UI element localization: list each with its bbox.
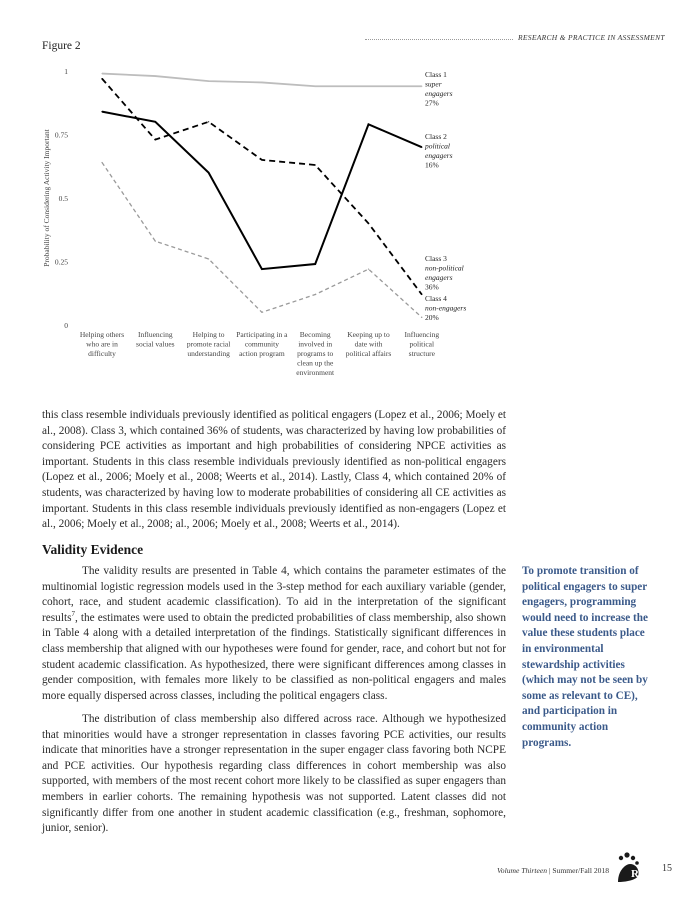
- x-category-label: Influencing political structure: [404, 330, 440, 358]
- series-line-class-1: [102, 74, 422, 87]
- data-point: [315, 294, 316, 295]
- data-point: [368, 223, 369, 224]
- body-paragraph-2: [42, 564, 506, 704]
- rpa-logo-icon: [612, 852, 658, 888]
- x-category-label: Helping to promote racial understanding: [186, 330, 231, 358]
- data-point: [368, 269, 369, 270]
- data-point: [101, 78, 102, 79]
- data-point: [421, 294, 422, 295]
- footnote-marker: 7: [71, 610, 75, 619]
- data-point: [368, 124, 369, 125]
- legend-class-label: non-political: [425, 263, 464, 273]
- data-point: [208, 121, 209, 122]
- paragraph-1-text: this class resemble individuals previously identified as political engagers (Lopez et al., 2006; Moely et al., 2008). Class 3, which contained 36% of students, was characterized by having low probabilities of considering PCE activities as important and high probabilities of considering NPCE activities as important. Students in this class resemble individuals previously identified as non-political engagers (Lopez et al., 2006; Moely et al., 2008; Weerts et al., 2014). Lastly, Class 4, which contained 20% of students, was characterized by having low to moderate probabilities of considering all CE activities as important. Students in this class resemble individuals previously identified as non-engagers (Lopez et al., 2006; Moely et al., 2008; al., 2006; Moely et al., 2008; Weerts et al., 2014).: [42, 409, 506, 531]
- y-tick-label: 0.5: [58, 194, 68, 203]
- data-point: [261, 312, 262, 313]
- paragraph-3-text: The distribution of class membership also differed across race. Although we hypothesized that minorities would have a stronger representation in classes favoring PCE activities, our results indicate that minorities have a stronger representation in the super engager class favoring both NCPE and PCE activities. Our hypothesis regarding class differences in cohort membership was also supported, with members of the most recent cohort more likely to be classified as super engagers than members in earlier cohorts. The remaining hypothesis was not supported. Latent classes did not significantly differ from one another in student academic classification (e.g., freshman, sophomore, junior, senior).: [42, 713, 506, 835]
- x-category-label: Becoming involved in programs to clean up the environment: [296, 330, 335, 377]
- paragraph-2-text: [42, 564, 506, 704]
- legend-class-name: Class 4: [425, 294, 447, 303]
- paragraph-2-part-b: , the estimates were used to obtain the predicted probabilities of class membership, also shown in Table 4 along with a detailed interpretation of the findings. Statistically significant differences in class membership that aligned with our hypotheses were found for gender, race, and cohort but not for student academic classification. As hypothesized, there were significant differences among classes in gender composition, with females more likely to be classified as non-political engagers and males more equally dispersed across classes, including the political engagers class.: [42, 611, 506, 702]
- series-line-class-2: [102, 112, 422, 269]
- data-point: [155, 75, 156, 76]
- x-category-label: Keeping up to date with political affairs: [345, 330, 392, 358]
- logo-text: RPA: [631, 868, 653, 880]
- y-tick-label: 0.75: [54, 130, 68, 140]
- data-point: [261, 82, 262, 83]
- y-tick-label: 1: [64, 67, 68, 76]
- y-axis-label: Probability of Considering Activity Important: [42, 129, 51, 267]
- data-point: [421, 86, 422, 87]
- page-number: 15: [662, 863, 672, 874]
- series-line-class-4: [102, 162, 422, 317]
- data-point: [155, 139, 156, 140]
- figure-label: Figure 2: [42, 40, 81, 52]
- series-line-class-3: [102, 79, 422, 295]
- x-category-label: Participating in a community action program: [236, 330, 288, 358]
- data-point: [421, 147, 422, 148]
- legend-class-percent: 27%: [425, 98, 439, 108]
- x-category-label: Influencing social values: [136, 330, 175, 349]
- data-point: [315, 86, 316, 87]
- legend-class-name: Class 1: [425, 70, 447, 79]
- body-paragraph-1: [42, 408, 506, 533]
- legend-class-label: engagers: [425, 273, 453, 282]
- data-point: [315, 164, 316, 165]
- legend-class-name: Class 2: [425, 132, 447, 141]
- data-point: [261, 159, 262, 160]
- page-footer: [497, 866, 609, 875]
- data-point: [155, 121, 156, 122]
- footer-issue: | Summer/Fall 2018: [547, 866, 610, 875]
- data-point: [208, 258, 209, 259]
- body-paragraph-3: [42, 712, 506, 837]
- legend-class-label: political: [425, 141, 450, 151]
- journal-header: RESEARCH & PRACTICE IN ASSESSMENT: [518, 33, 665, 42]
- data-point: [421, 317, 422, 318]
- data-point: [208, 172, 209, 173]
- section-heading: Validity Evidence: [42, 542, 144, 557]
- legend-class-percent: 20%: [425, 313, 439, 322]
- legend-class-label: super: [425, 79, 442, 89]
- legend-class-percent: 36%: [425, 282, 439, 292]
- data-point: [101, 111, 102, 112]
- legend-class-label: engagers: [425, 151, 453, 160]
- data-point: [315, 263, 316, 264]
- data-point: [261, 269, 262, 270]
- legend-class-label: non-engagers: [425, 303, 467, 313]
- pull-quote: To promote transition of political engagers to super engagers, programming would need to increase the value these students place in environmental stewardship activities (which may not be seen by some as relevant to CE), and participation in community action programs.: [522, 565, 648, 749]
- footer-volume: Volume Thirteen: [497, 866, 547, 875]
- data-point: [101, 73, 102, 74]
- legend-class-percent: 16%: [425, 160, 439, 170]
- paragraph-2-part-a: The validity results are presented in Table 4, which contains the parameter estimates of the multinomial logistic regression models used in the 3-step method for each auxiliary variable (gender, cohort, race, and student academic classification). To aid in the interpretation of the significant results: [42, 565, 506, 624]
- header-rule: [365, 39, 513, 40]
- legend-class-name: Class 3: [425, 254, 447, 263]
- y-tick-label: 0: [64, 321, 68, 330]
- x-category-label: Helping others who are in difficulty: [79, 330, 125, 358]
- data-point: [155, 241, 156, 242]
- legend-class-label: engagers: [425, 89, 453, 98]
- line-chart: [0, 55, 700, 385]
- data-point: [208, 81, 209, 82]
- data-point: [101, 162, 102, 163]
- y-tick-label: 0.25: [54, 257, 68, 267]
- data-point: [368, 86, 369, 87]
